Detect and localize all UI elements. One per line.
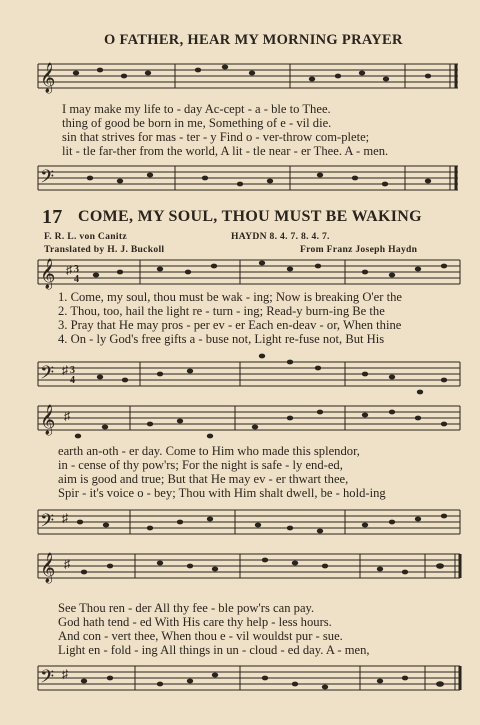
svg-text:♯: ♯ xyxy=(62,511,68,525)
svg-text:𝄢: 𝄢 xyxy=(40,510,55,535)
staff-system1-treble xyxy=(0,254,480,294)
verse-line: And con - vert thee, When thou e - vil wouldst pur - sue. xyxy=(58,629,343,643)
svg-text:𝄞: 𝄞 xyxy=(40,63,56,92)
verse-line: 3. Pray that He may pros - per ev - er Each en-deav - or, When thine xyxy=(58,318,402,332)
svg-text:𝄢: 𝄢 xyxy=(40,166,55,191)
translator: Translated by H. J. Buckoll xyxy=(44,244,165,255)
svg-text:♯: ♯ xyxy=(62,667,68,681)
staff-system2-bass xyxy=(0,504,480,544)
svg-text:3: 3 xyxy=(70,365,75,376)
staff-system1-bass xyxy=(0,352,480,396)
svg-text:♯: ♯ xyxy=(64,409,70,423)
verse-line: earth an-oth - er day. Come to Him who made this splendor, xyxy=(58,444,360,458)
hymn-title-top: O FATHER, HEAR MY MORNING PRAYER xyxy=(104,32,403,48)
verse-line: thing of good be born in me, Something of e - vil die. xyxy=(62,116,332,130)
svg-text:𝄢: 𝄢 xyxy=(40,362,55,387)
verse-line: I may make my life to - day Ac-cept - a - ble to Thee. xyxy=(62,102,331,116)
tune-name: HAYDN 8. 4. 7. 8. 4. 7. xyxy=(231,231,330,242)
verse-line: Spir - it's voice o - bey; Thou with Him shalt dwell, be - hold-ing xyxy=(58,486,386,500)
svg-text:𝄞: 𝄞 xyxy=(40,259,56,288)
svg-text:♯: ♯ xyxy=(62,363,68,377)
svg-text:𝄞: 𝄞 xyxy=(40,553,56,582)
svg-text:4: 4 xyxy=(70,375,75,386)
verse-line: Light en - fold - ing All things in un - cloud - ed day. A - men, xyxy=(58,643,370,657)
verse-line: aim is good and true; But that He may ev - er thwart thee, xyxy=(58,472,349,486)
verse-line: God hath tend - ed With His care thy help - less hours. xyxy=(58,615,332,629)
svg-text:3: 3 xyxy=(74,264,79,275)
verse-line: 2. Thou, too, hail the light re - turn - ing; Read-y burn-ing Be the xyxy=(58,304,385,318)
hymn-number: 17 xyxy=(42,206,63,228)
staff-top-treble xyxy=(0,58,480,98)
svg-text:𝄢: 𝄢 xyxy=(40,666,55,691)
music-source: From Franz Joseph Haydn xyxy=(300,244,418,255)
staff-system2-treble xyxy=(0,400,480,440)
verse-line: 4. On - ly God's free gifts a - buse not, Light re-fuse not, But His xyxy=(58,332,385,346)
svg-text:♯: ♯ xyxy=(64,557,70,571)
staff-system3-bass xyxy=(0,660,480,700)
verse-line: 1. Come, my soul, thou must be wak - ing; Now is breaking O'er the xyxy=(58,290,403,304)
hymn-title: COME, MY SOUL, THOU MUST BE WAKING xyxy=(78,208,422,225)
verse-line: in - cense of thy pow'rs; For the night is safe - ly end-ed, xyxy=(58,458,343,472)
staff-top-bass xyxy=(0,160,480,200)
svg-text:4: 4 xyxy=(74,274,79,285)
verse-line: See Thou ren - der All thy fee - ble pow'rs can pay. xyxy=(58,601,315,615)
author: F. R. L. von Canitz xyxy=(44,231,127,242)
verse-line: sin that strives for mas - ter - y Find o - ver-throw com-plete; xyxy=(62,130,370,144)
staff-system3-treble xyxy=(0,548,480,588)
verse-line: lit - tle far-ther from the world, A lit - tle near - er Thee. A - men. xyxy=(62,144,389,158)
svg-text:𝄞: 𝄞 xyxy=(40,405,56,434)
svg-text:♯: ♯ xyxy=(66,263,72,277)
